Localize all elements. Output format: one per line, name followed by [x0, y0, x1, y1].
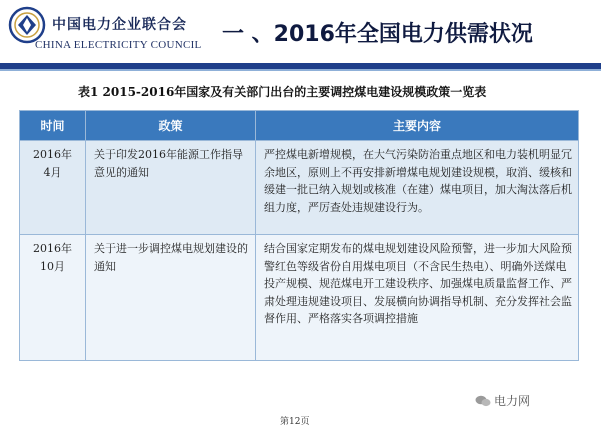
- watermark-text: 电力网: [494, 394, 531, 408]
- policy-cell: 关于进一步调控煤电规划建设的通知: [86, 235, 256, 361]
- table-row: [20, 235, 579, 361]
- column-header-content: 主要内容: [256, 111, 579, 141]
- slide-header: [0, 0, 601, 66]
- time-month: 4月: [43, 165, 62, 179]
- slide-title: 一 、2016年全国电力供需状况: [222, 22, 533, 47]
- table-caption: 表1 2015-2016年国家及有关部门出台的主要调控煤电建设规模政策一览表: [78, 85, 487, 99]
- header-rule-light: [0, 69, 601, 71]
- policy-table: [19, 110, 579, 361]
- time-month: 10月: [40, 259, 65, 273]
- column-header-time: 时间: [20, 111, 86, 141]
- content-cell: 严控煤电新增规模，在大气污染防治重点地区和电力装机明显冗余地区，原则上不再安排新增煤电规划建设规模，取消、缓核和缓建一批已纳入规划或核准（在建）煤电项目，加大淘汰落后机组力度，严厉查处违规建设行为。: [256, 141, 579, 235]
- time-cell: [20, 235, 86, 361]
- time-cell: [20, 141, 86, 235]
- policy-cell: 关于印发2016年能源工作指导意见的通知: [86, 141, 256, 235]
- chat-bubble-icon: [475, 395, 491, 407]
- org-name-cn: 中国电力企业联合会: [52, 17, 187, 33]
- watermark: [475, 392, 530, 409]
- table-header-row: [20, 111, 579, 141]
- time-year: 2016年: [33, 148, 72, 161]
- org-name-en: CHINA ELECTRICITY COUNCIL: [35, 39, 202, 51]
- time-year: 2016年: [33, 242, 72, 255]
- page-number: 第12页: [280, 417, 310, 427]
- column-header-policy: 政策: [86, 111, 256, 141]
- table-row: [20, 141, 579, 235]
- content-cell: 结合国家定期发布的煤电规划建设风险预警，进一步加大风险预警红色等级省份自用煤电项目（不含民生热电）、明确外送煤电投产规模、规范煤电开工建设秩序、加强煤电质量监督工作、严肃处理违规建设项目、发展横向协调指导机制、充分发挥社会监督作用、严格落实各项调控措施: [256, 235, 579, 361]
